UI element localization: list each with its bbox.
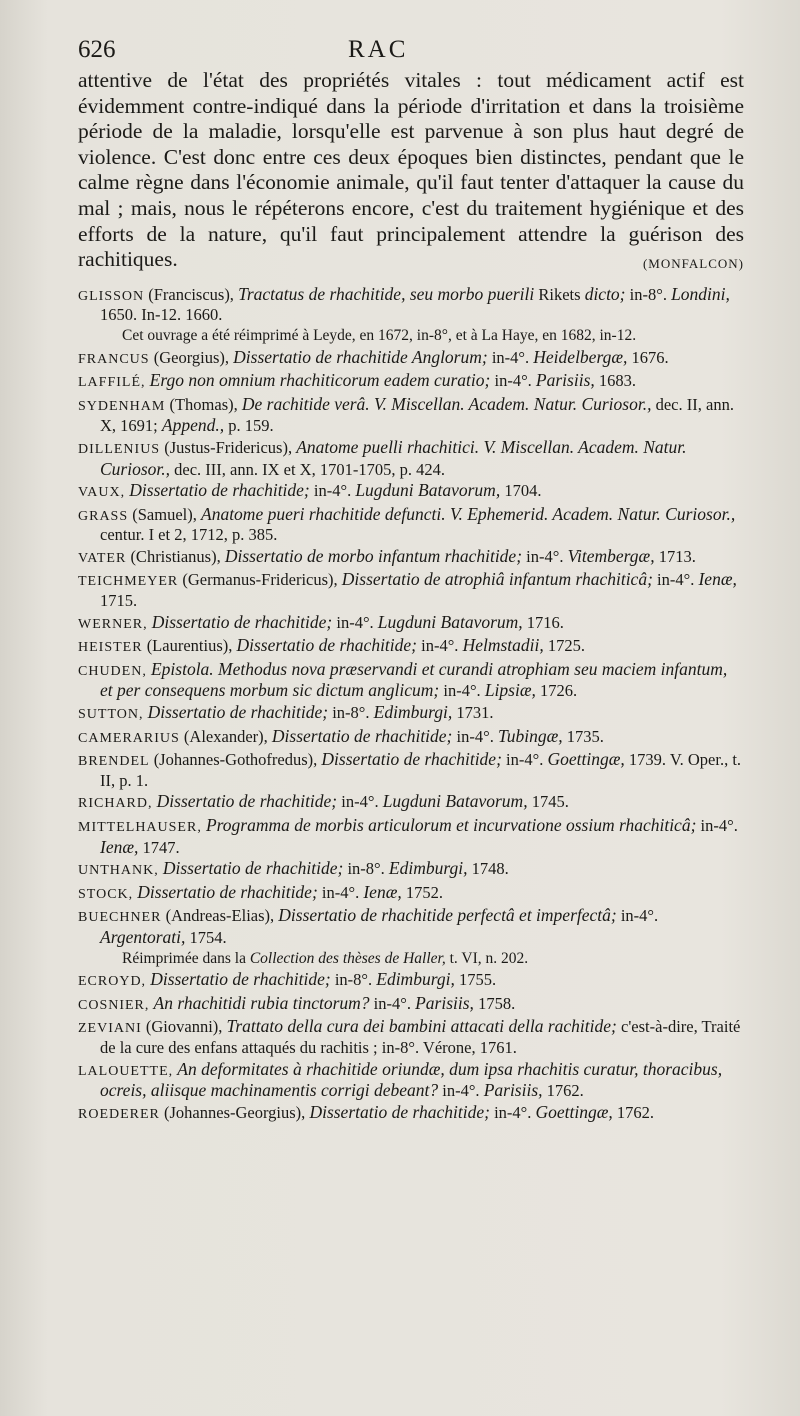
entry-place: Goettingæ, <box>535 1101 613 1122</box>
entry-format: in-4°. <box>491 347 530 367</box>
bibliography-entry <box>78 660 744 701</box>
entry-title: Dissertatio de rhachitide Anglorum; <box>233 346 488 367</box>
entry-date: 1754. <box>189 927 227 947</box>
entry-author: VAUX, <box>78 485 126 501</box>
entry-title: Tractatus de rhachitide, seu morbo puerili <box>238 283 535 304</box>
entry-format: in-4°. <box>443 681 481 701</box>
entry-given-name: (Samuel), <box>132 504 197 524</box>
entry-format: in-8°. <box>334 970 373 990</box>
bibliography-entry <box>78 481 744 503</box>
entry-given-name: (Giovanni), <box>145 1017 223 1037</box>
entry-format: in-4°. <box>373 993 411 1013</box>
entry-place: Ienæ, <box>363 881 402 902</box>
entry-author: ECROYD, <box>78 974 147 990</box>
entry-place: Edimburgi, <box>388 858 468 879</box>
entry-date: 1748. <box>471 859 509 879</box>
entry-date: 1758. <box>478 993 516 1013</box>
entry-place: Ienæ, <box>698 569 737 590</box>
entry-author: SUTTON, <box>78 707 144 723</box>
page-header <box>78 36 744 68</box>
entry-format: in-4°. <box>494 1102 532 1122</box>
entry-format: centur. I et 2, 1712, <box>100 525 228 545</box>
entry-date: 1731. <box>456 703 494 723</box>
bibliography-entry <box>78 285 744 325</box>
entry-date: 1650. In-12. 1660. <box>100 305 223 325</box>
note-rest: t. VI, n. 202. <box>449 949 529 967</box>
bibliography-entry <box>78 505 744 545</box>
entry-title: An rhachitidi rubia tinctorum? <box>153 992 370 1013</box>
entry-title: Dissertatio de rhachitide; <box>271 725 453 746</box>
entry-place: Lugduni Batavorum, <box>377 611 523 632</box>
entry-given-name: (Germanus-Fridericus), <box>182 570 338 590</box>
entry-date: 1726. <box>540 681 578 701</box>
bibliography-list <box>78 285 744 1125</box>
entry-format: in-4°. <box>700 816 738 835</box>
entry-format: dec. III, ann. IX et X, 1701-1705, <box>174 459 396 479</box>
note-text: Réimprimée dans la <box>122 949 246 967</box>
entry-date: 1747. <box>142 837 180 857</box>
entry-format: in-4°. <box>657 570 695 590</box>
entry-given-name: (Georgius), <box>153 347 230 367</box>
entry-date: 1752. <box>405 882 443 902</box>
entry-place: Helmstadii, <box>462 635 544 656</box>
entry-title: Dissertatio de rhachitide; <box>129 480 310 501</box>
bibliography-entry <box>78 395 744 436</box>
entry-format: in-4°. <box>321 882 360 902</box>
entry-date: 1762. <box>546 1081 584 1101</box>
bibliography-entry <box>78 371 744 393</box>
entry-author: DILLENIUS <box>78 441 161 457</box>
bibliography-entry <box>78 438 744 479</box>
entry-title: An deformitates à rhachitide oriundæ, dum ipsa rhachitis curatur, thoracibus, ocreis, aliisque machinamentis corrigi debeant? <box>100 1058 723 1101</box>
entry-title: Programma de morbis articulorum et incurvatione ossium rhachiticâ; <box>205 815 697 835</box>
entry-title: Dissertatio de rhachitide; <box>236 635 417 656</box>
entry-date: 1739. V. Oper., t. II, p. 1. <box>100 750 742 790</box>
entry-author: ZEVIANI <box>78 1021 142 1037</box>
entry-title: Dissertatio de rhachitide; <box>162 858 344 879</box>
entry-format: in-8°. <box>347 859 385 879</box>
entry-date: p. 424. <box>399 459 445 479</box>
author-signature: (MONFALCON) <box>642 256 744 272</box>
entry-title: Trattato della cura dei bambini attacati della rachitide; <box>226 1016 617 1037</box>
entry-date: Vérone, 1761. <box>422 1037 517 1057</box>
bibliography-entry <box>78 636 744 658</box>
entry-author: CAMERARIUS <box>78 730 180 746</box>
entry-format: in-4°. <box>620 906 659 926</box>
entry-place: Parisiis, <box>535 370 595 391</box>
entry-author: GRASS <box>78 508 129 524</box>
entry-format: in-4°. <box>442 1081 480 1101</box>
entry-author: WERNER, <box>78 616 148 632</box>
bibliography-note <box>78 950 744 969</box>
entry-mid: Rikets <box>538 284 581 304</box>
entry-format: in-4°. <box>341 792 379 812</box>
entry-author: GLISSON <box>78 288 145 304</box>
entry-place: Argentorati, <box>100 926 186 947</box>
entry-format: in-4°. <box>494 371 532 391</box>
entry-date: 1676. <box>631 347 669 367</box>
entry-place: Goettingæ, <box>547 749 625 770</box>
entry-title: Dissertatio de rhachitide; <box>156 791 338 812</box>
entry-author: FRANCUS <box>78 351 150 367</box>
entry-date: 1715. <box>100 591 138 611</box>
entry-author: UNTHANK, <box>78 863 159 879</box>
entry-date: 1704. <box>504 481 542 501</box>
entry-place: Vitembergæ, <box>567 545 655 566</box>
bibliography-entry <box>78 727 744 749</box>
entry-place: Parisiis, <box>415 992 474 1013</box>
intro-text: attentive de l'état des propriétés vitales : tout médicament actif est évidemment contre-indiqué dans la période d'irritation et dans la troisième période de la maladie, lorsqu'elle est parvenue à son plus haut degré de violence. C'est donc entre ces deux époques bien distinctes, pendant que le calme règne dans l'économie animale, qu'il faut tenter d'attaquer la cause du mal ; mais, nous le répéterons encore, c'est du traitement hygiénique et des efforts de la nature, qu'il faut principalement attendre la guérison des rachitiques. <box>78 68 744 272</box>
entry-title-cont: dicto; <box>584 283 626 304</box>
entry-place: Lipsiæ, <box>484 680 536 701</box>
entry-author: MITTELHAUSER, <box>78 820 202 835</box>
entry-date: p. 159. <box>228 416 274 436</box>
bibliography-note <box>78 327 744 346</box>
entry-title: De rachitide verâ. V. Miscellan. Academ. Natur. Curiosor., <box>241 393 652 414</box>
bibliography-entry <box>78 703 744 725</box>
entry-format: in-8°. <box>629 284 667 304</box>
entry-date: 1725. <box>547 636 585 656</box>
entry-format: dec. II, ann. X, 1691; <box>100 394 734 436</box>
entry-author: SYDENHAM <box>78 398 166 414</box>
entry-date: 1745. <box>531 792 569 812</box>
running-title: RAC <box>348 36 409 63</box>
bibliography-entry <box>78 1017 744 1057</box>
entry-format: in-4°. <box>456 726 494 746</box>
entry-place: Lugduni Batavorum, <box>382 791 528 812</box>
entry-author: BUECHNER <box>78 910 162 926</box>
note-text: Cet ouvrage a été réimprimé à Leyde, en 1672, in-8°, et à La Haye, en 1682, in-12. <box>122 326 637 344</box>
entry-title: Dissertatio de morbo infantum rhachitide; <box>224 545 523 566</box>
entry-author: LAFFILÉ, <box>78 375 146 391</box>
bibliography-entry <box>78 970 744 992</box>
entry-title: Dissertatio de rhachitide perfectâ et imperfectâ; <box>278 905 617 926</box>
entry-place: Lugduni Batavorum, <box>355 480 501 501</box>
entry-author: STOCK, <box>78 886 134 902</box>
entry-title: Dissertatio de rhachitide; <box>137 881 318 902</box>
entry-title: Dissertatio de rhachitide; <box>151 611 333 632</box>
entry-title: Dissertatio de rhachitide; <box>321 749 502 770</box>
intro-paragraph <box>78 68 744 273</box>
entry-place: Londini, <box>671 283 730 304</box>
entry-given-name: (Thomas), <box>169 394 238 414</box>
bibliography-entry <box>78 859 744 881</box>
bibliography-entry <box>78 1060 744 1101</box>
entry-title: Dissertatio de rhachitide; <box>150 969 331 990</box>
bibliography-entry <box>78 792 744 814</box>
entry-date: 1755. <box>458 970 497 990</box>
entry-given-name: (Laurentius), <box>146 636 233 656</box>
entry-title: Anatome puelli rhachitici. V. Miscellan. Academ. Natur. Curiosor., <box>100 436 687 479</box>
bibliography-entry <box>78 816 744 857</box>
bibliography-entry <box>78 547 744 569</box>
entry-given-name: (Johannes-Georgius), <box>164 1102 306 1122</box>
entry-author: LALOUETTE, <box>78 1063 174 1079</box>
entry-date: p. 385. <box>231 525 278 545</box>
entry-given-name: (Christianus), <box>130 546 221 566</box>
entry-author: CHUDEN, <box>78 663 147 679</box>
bibliography-entry <box>78 750 744 790</box>
entry-format: in-4°. <box>336 612 374 632</box>
entry-given-name: (Alexander), <box>183 726 268 746</box>
bibliography-entry <box>78 570 744 610</box>
bibliography-entry <box>78 348 744 370</box>
entry-title: Anatome pueri rhachitide defuncti. V. Ephemerid. Academ. Natur. Curiosor., <box>201 503 736 524</box>
entry-format: in-4°. <box>313 481 352 501</box>
entry-date: 1683. <box>598 371 637 391</box>
entry-format: in-4°. <box>506 750 544 770</box>
entry-author: RICHARD, <box>78 796 153 812</box>
entry-author: BRENDEL <box>78 754 150 770</box>
entry-place: Edimburgi, <box>376 969 455 990</box>
entry-title: Epistola. Methodus nova præservandi et curandi atrophiam seu maciem infantum, et per consequens morbum sic dictum anglicum; <box>100 658 728 701</box>
entry-title: Dissertatio de atrophiâ infantum rhachiticâ; <box>341 569 653 590</box>
entry-place: Heidelbergæ, <box>533 346 628 367</box>
entry-place: Edimburgi, <box>373 702 453 723</box>
bibliography-entry <box>78 1103 744 1125</box>
bibliography-entry <box>78 883 744 905</box>
entry-place: Append., <box>161 415 225 436</box>
entry-title: Dissertatio de rhachitide; <box>309 1101 490 1122</box>
entry-format: in-8°. <box>332 703 370 723</box>
page-number: 626 <box>78 36 116 63</box>
entry-given-name: (Franciscus), <box>148 284 234 304</box>
entry-place: Parisiis, <box>483 1080 543 1101</box>
entry-author: COSNIER, <box>78 997 150 1013</box>
bibliography-entry <box>78 994 744 1016</box>
entry-date: 1716. <box>526 612 564 632</box>
entry-format: c'est-à-dire, Traité de la cure des enfans attaqués du rachitis ; in-8°. <box>100 1017 741 1057</box>
entry-format: in-4°. <box>421 636 459 656</box>
entry-format: in-4°. <box>526 546 564 566</box>
bibliography-entry <box>78 613 744 635</box>
entry-author: VATER <box>78 550 127 566</box>
entry-date: 1713. <box>658 546 696 566</box>
entry-author: TEICHMEYER <box>78 574 179 590</box>
entry-given-name: (Andreas-Elias), <box>165 906 275 926</box>
entry-title: Ergo non omnium rhachiticorum eadem curatio; <box>149 370 491 391</box>
entry-given-name: (Johannes-Gothofredus), <box>153 750 318 770</box>
entry-given-name: (Justus-Fridericus), <box>164 437 293 457</box>
note-title: Collection des thèses de Haller, <box>249 949 446 967</box>
entry-date: 1735. <box>566 726 604 746</box>
entry-date: 1762. <box>616 1102 655 1122</box>
entry-author: HEISTER <box>78 640 143 656</box>
entry-title: Dissertatio de rhachitide; <box>147 702 329 723</box>
entry-place: Tubingæ, <box>497 725 563 746</box>
entry-author: ROEDERER <box>78 1106 160 1122</box>
entry-place: Ienæ, <box>100 836 139 857</box>
bibliography-entry <box>78 906 744 947</box>
